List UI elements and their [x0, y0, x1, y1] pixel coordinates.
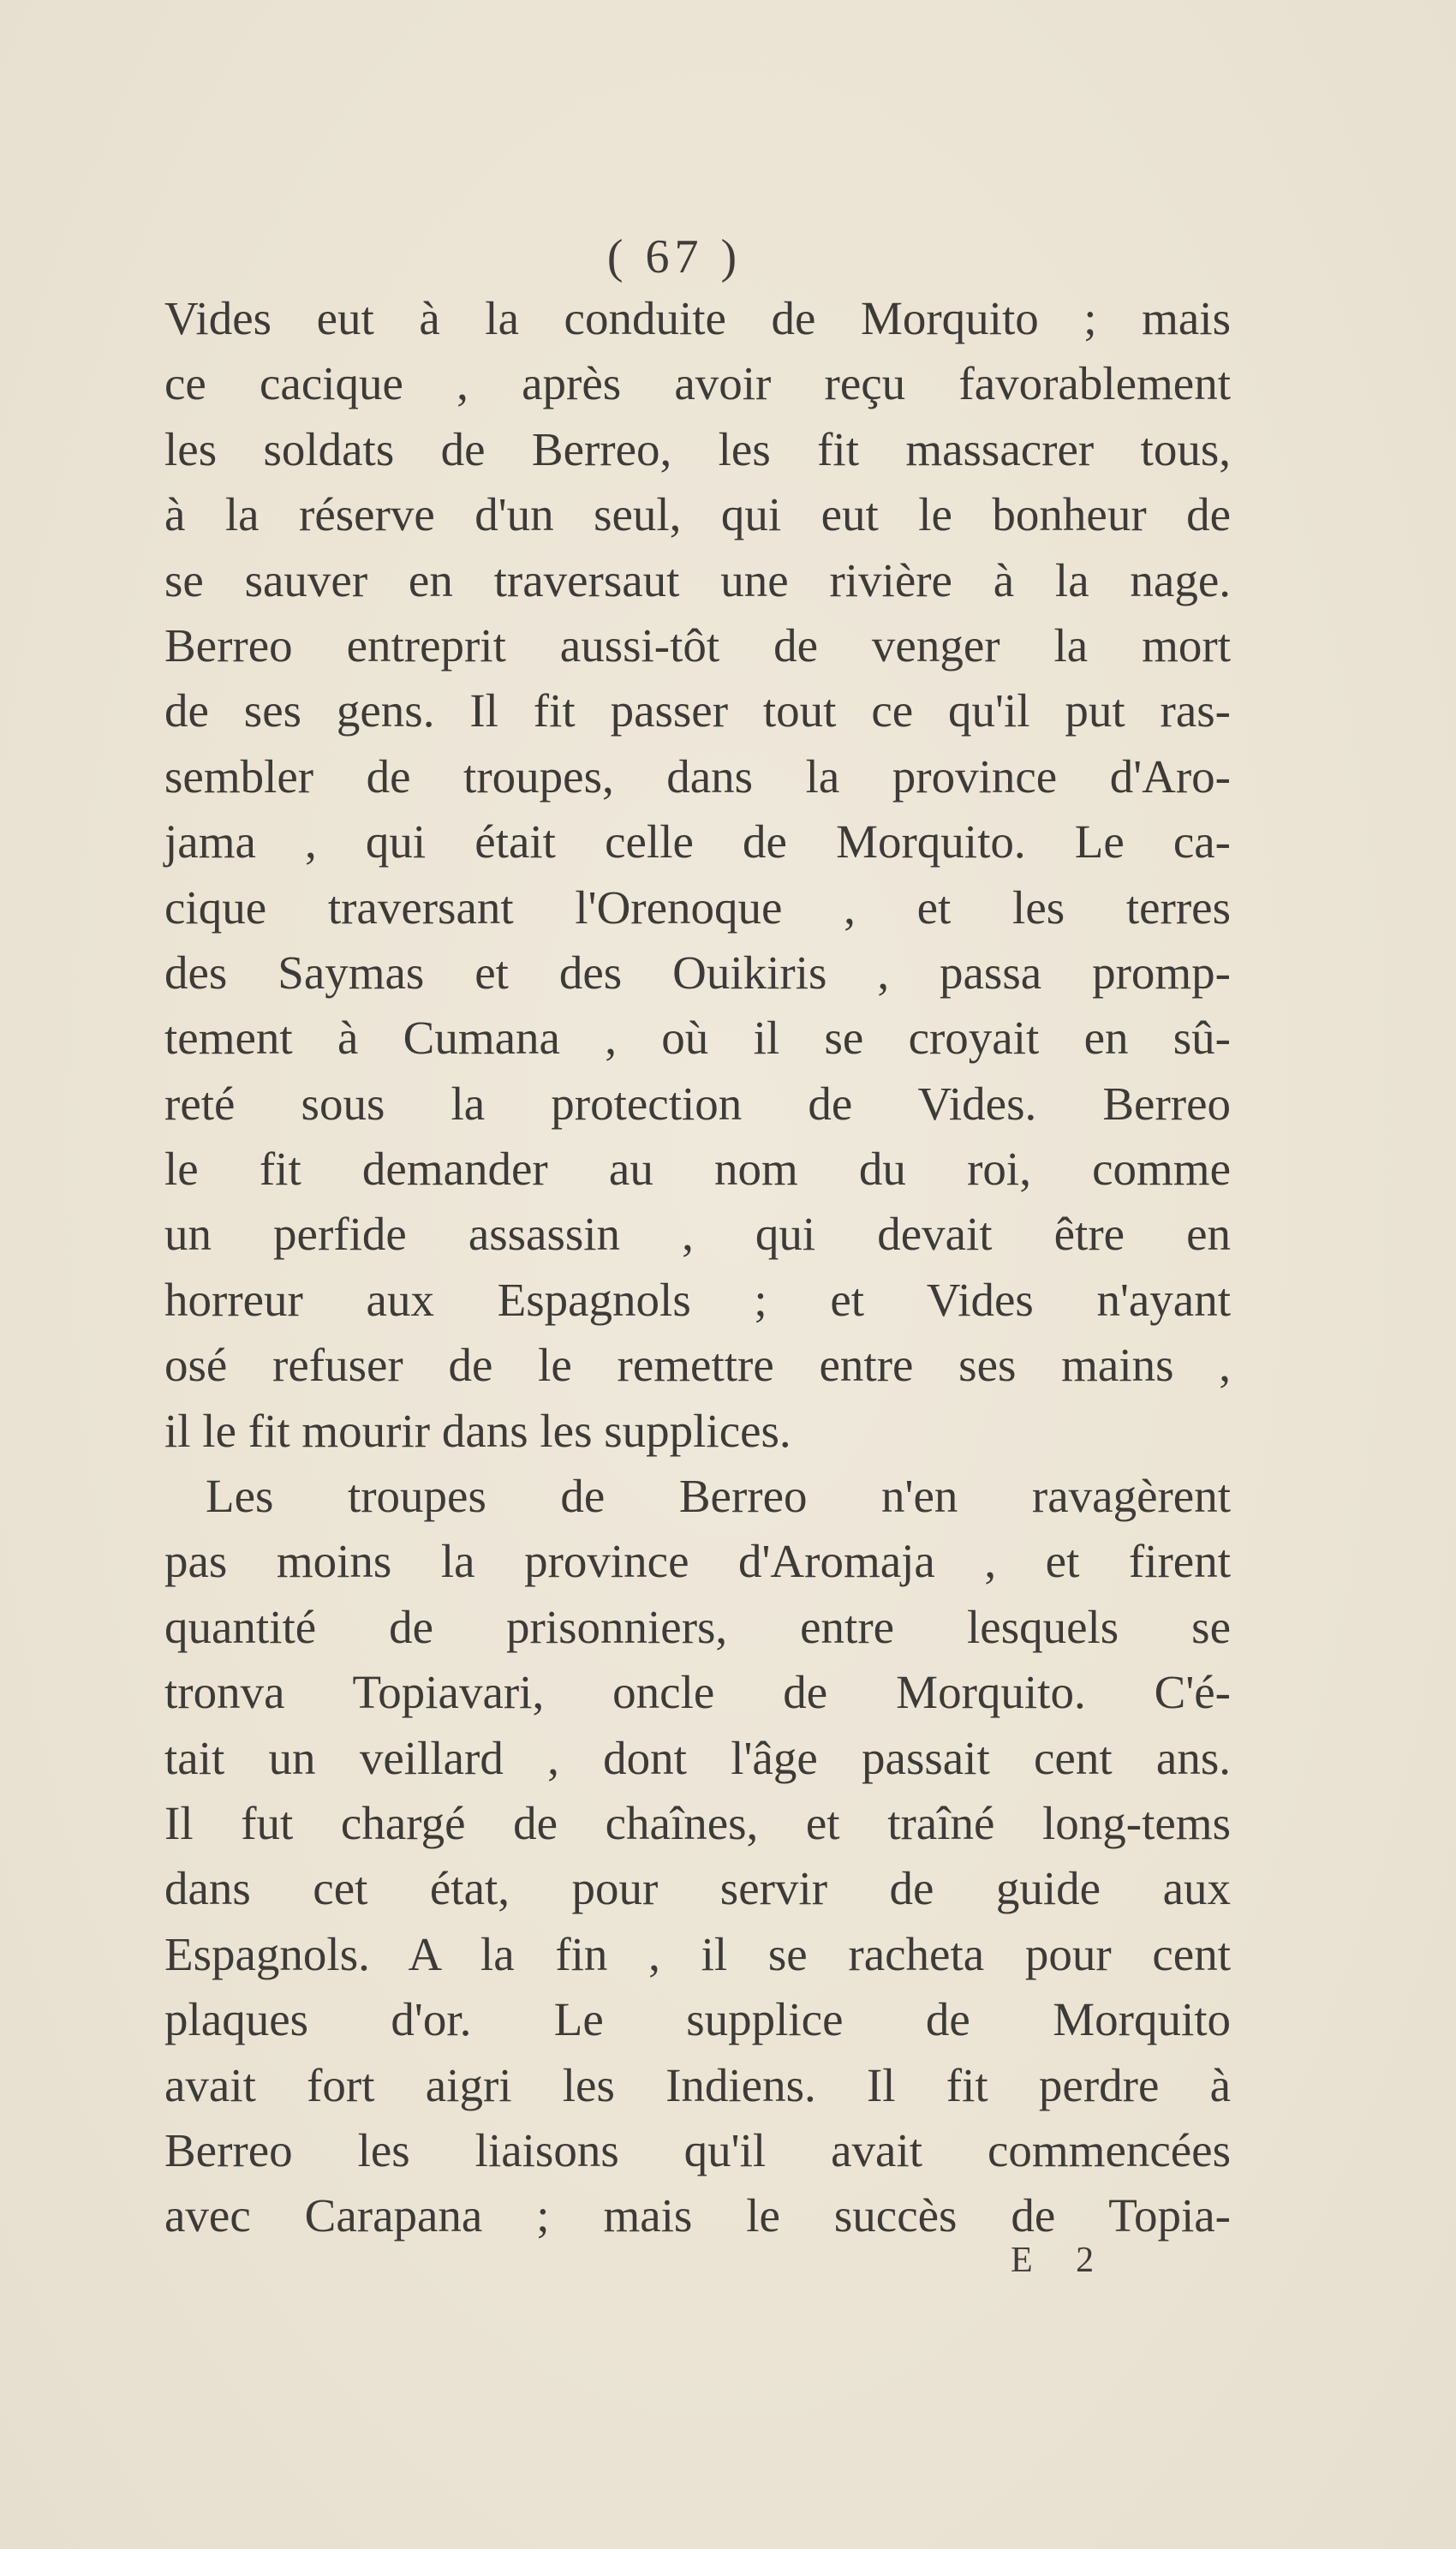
text-line: se sauver en traversaut une rivière à la nage.: [164, 553, 1231, 606]
signature-mark: E 2: [1011, 2241, 1112, 2280]
text-line: Il fut chargé de chaînes, et traîné long-tems: [164, 1796, 1231, 1849]
text-line: osé refuser de le remettre entre ses mains ,: [164, 1339, 1231, 1392]
text-line: à la réserve d'un seul, qui eut le bonheur de: [164, 488, 1231, 541]
text-line: dans cet état, pour servir de guide aux: [164, 1862, 1231, 1915]
text-line: Berreo entreprit aussi-tôt de venger la mort: [164, 618, 1231, 672]
page-number: ( 67 ): [606, 230, 743, 284]
body-text: [164, 286, 1231, 2249]
text-line: pas moins la province d'Aromaja , et firent: [164, 1535, 1231, 1588]
text-line: les soldats de Berreo, les fit massacrer tous,: [164, 422, 1231, 475]
text-line: le fit demander au nom du roi, comme: [164, 1143, 1231, 1196]
paragraph-end-line: il le fit mourir dans les supplices.: [164, 1404, 791, 1457]
paragraph-start-line: Les troupes de Berreo n'en ravagèrent: [206, 1470, 1231, 1523]
text-line: plaques d'or. Le supplice de Morquito: [164, 1993, 1231, 2046]
text-line: jama , qui était celle de Morquito. Le ca-: [164, 815, 1231, 869]
text-line: reté sous la protection de Vides. Berreo: [164, 1077, 1231, 1130]
text-line: Berreo les liaisons qu'il avait commencées: [164, 2123, 1231, 2176]
text-line: Vides eut à la conduite de Morquito ; mais: [164, 292, 1231, 344]
text-line: horreur aux Espagnols ; et Vides n'ayant: [164, 1273, 1231, 1326]
text-line: ce cacique , après avoir reçu favorablement: [164, 357, 1231, 410]
text-line: Espagnols. A la fin , il se racheta pour cent: [164, 1927, 1231, 1980]
text-line: tronva Topiavari, oncle de Morquito. C'é-: [164, 1666, 1231, 1719]
text-line: des Saymas et des Ouikiris , passa promp-: [164, 946, 1231, 999]
text-line: avait fort aigri les Indiens. Il fit perdre à: [164, 2058, 1231, 2111]
text-line: de ses gens. Il fit passer tout ce qu'il put ras-: [164, 684, 1231, 737]
text-line: quantité de prisonniers, entre lesquels se: [164, 1600, 1231, 1653]
text-line: un perfide assassin , qui devait être en: [164, 1208, 1231, 1261]
text-line: sembler de troupes, dans la province d'Aro-: [164, 749, 1231, 803]
text-line: cique traversant l'Orenoque , et les terres: [164, 881, 1231, 934]
text-line: tement à Cumana , où il se croyait en sû-: [164, 1012, 1231, 1065]
text-line: avec Carapana ; mais le succès de Topia-: [164, 2189, 1231, 2242]
text-line: tait un veillard , dont l'âge passait cent ans.: [164, 1731, 1231, 1784]
